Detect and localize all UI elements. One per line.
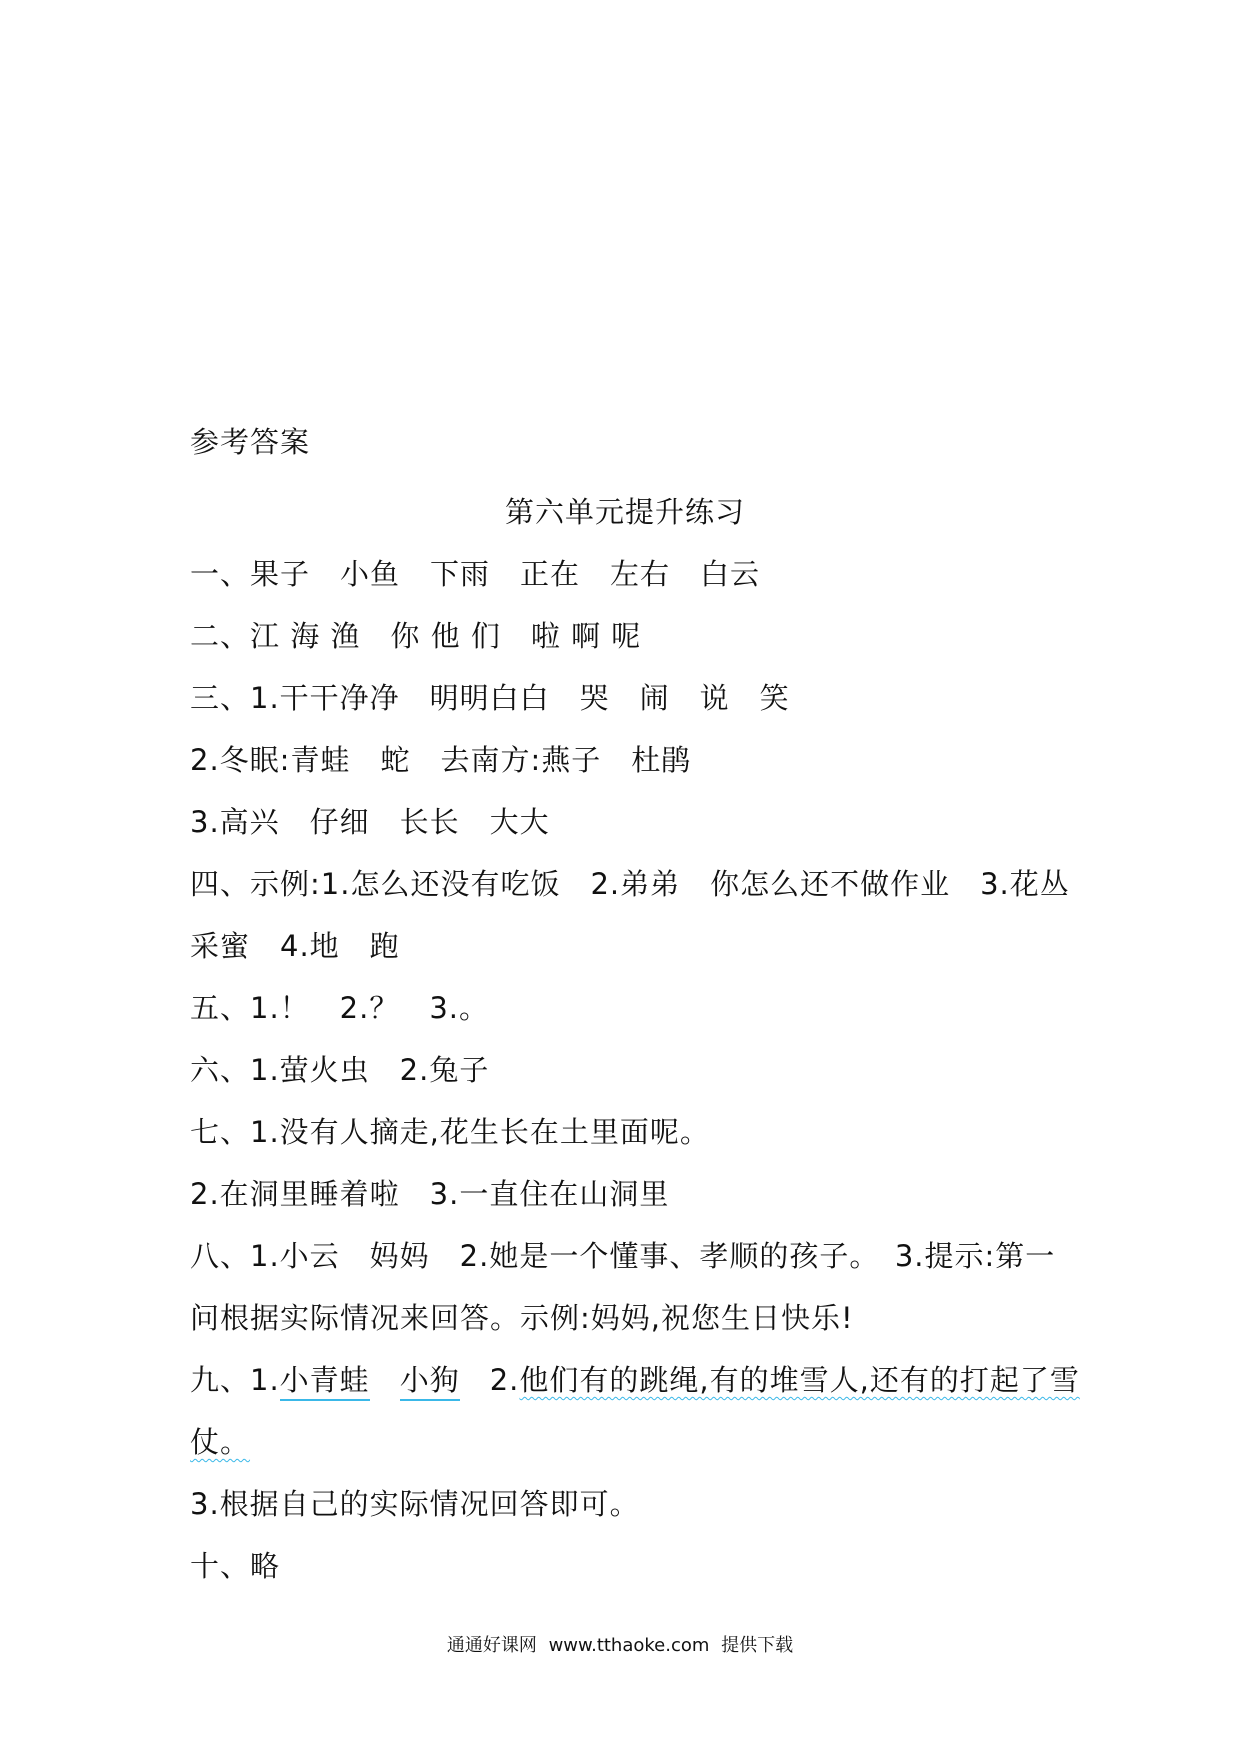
answer-line: 四、示例:1.怎么还没有吃饭 2.弟弟 你怎么还不做作业 3.花丛 — [190, 867, 1070, 901]
answer-line: 3.根据自己的实际情况回答即可。 — [190, 1487, 640, 1521]
answer-line: 采蜜 4.地 跑 — [190, 929, 400, 963]
underlined-answer: 小青蛙 — [280, 1363, 370, 1401]
answer-heading: 参考答案 — [190, 425, 311, 459]
answer-line: 八、1.小云 妈妈 2.她是一个懂事、孝顺的孩子。 3.提示:第一 — [190, 1239, 1056, 1273]
nine-prefix: 九、1. — [190, 1363, 280, 1397]
answer-line: 问根据实际情况来回答。示例:妈妈,祝您生日快乐! — [190, 1301, 854, 1335]
answer-line: 3.高兴 仔细 长长 大大 — [190, 805, 550, 839]
answer-line: 三、1.干干净净 明明白白 哭 闹 说 笑 — [190, 681, 790, 715]
wavy-underlined-answer: 他们有的跳绳,有的堆雪人,还有的打起了雪 — [519, 1363, 1080, 1397]
answer-line: 五、1.！ 2.？ 3.。 — [190, 991, 490, 1025]
footer-watermark: 通通好课网 www.tthaoke.com 提供下载 — [446, 1635, 794, 1656]
answer-line: 六、1.萤火虫 2.兔子 — [190, 1053, 490, 1087]
answer-line: 十、略 — [190, 1549, 281, 1583]
answer-line: 2.在洞里睡着啦 3.一直住在山洞里 — [190, 1177, 670, 1211]
answer-line: 2.冬眠:青蛙 蛇 去南方:燕子 杜鹃 — [190, 743, 692, 777]
answer-line-nine-cont — [190, 1422, 250, 1462]
answer-line: 七、1.没有人摘走,花生长在土里面呢。 — [190, 1115, 710, 1149]
section-title: 第六单元提升练习 — [504, 495, 745, 529]
nine-part2-number: 2. — [489, 1363, 520, 1397]
answer-line-nine — [190, 1360, 1080, 1400]
answer-line: 一、果子 小鱼 下雨 正在 左右 白云 — [190, 557, 761, 591]
answer-line: 二、江 海 渔 你 他 们 啦 啊 呢 — [190, 619, 642, 653]
underlined-answer: 小狗 — [400, 1363, 460, 1401]
wavy-underlined-answer: 仗。 — [190, 1425, 251, 1459]
